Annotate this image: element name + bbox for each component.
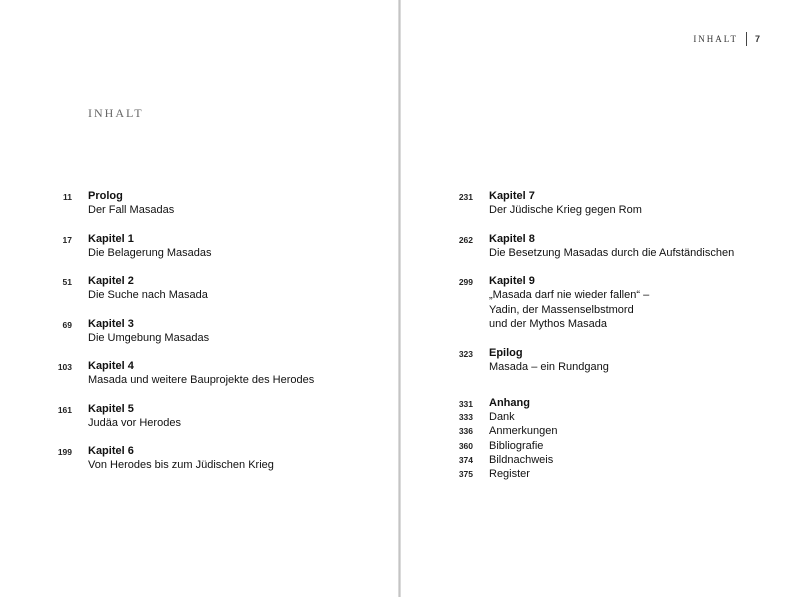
toc-page-number: 336: [458, 426, 473, 437]
toc-entry-subtitle: Masada – ein Rundgang: [489, 360, 609, 373]
appendix-item: [441, 424, 781, 438]
toc-page-number: 199: [57, 447, 72, 457]
appendix-item-label: Register: [489, 468, 530, 481]
toc-page-number: 323: [458, 348, 473, 359]
section-title: INHALT: [88, 106, 144, 120]
toc-entry-subtitle: und der Mythos Masada: [489, 318, 608, 330]
appendix-item-label: Bibliografie: [489, 439, 544, 452]
toc-entry-subtitle: Yadin, der Massenselbstmord: [489, 303, 634, 316]
toc-entry: [441, 274, 781, 332]
toc-entry-subtitle: Die Besetzung Masadas durch die Aufständischen: [489, 246, 735, 259]
toc-entry: [441, 189, 781, 218]
toc-page-number: 374: [458, 454, 473, 465]
toc-page-number: 69: [62, 319, 72, 330]
toc-entry-title: Kapitel 5: [88, 402, 134, 415]
appendix-item: [441, 453, 781, 467]
toc-entry-subtitle: Von Herodes bis zum Jüdischen Krieg: [88, 459, 274, 471]
toc-left-column: [40, 189, 380, 487]
toc-entry-title: Kapitel 2: [88, 275, 134, 287]
toc-entry-title: Kapitel 9: [489, 275, 535, 287]
toc-entry-subtitle: Der Jüdische Krieg gegen Rom: [489, 204, 642, 216]
toc-right-column: [441, 189, 781, 481]
toc-entry: [40, 317, 380, 346]
toc-page-number: 17: [62, 234, 72, 245]
toc-entry-title: Kapitel 4: [88, 360, 134, 372]
toc-entry: [40, 274, 380, 303]
running-head-label: INHALT: [693, 34, 738, 44]
toc-entry-title: Epilog: [489, 346, 523, 359]
running-head-page-number: 7: [754, 34, 760, 44]
toc-entry: [441, 232, 781, 261]
toc-page-number: 375: [458, 469, 473, 480]
toc-page-number: 262: [458, 234, 473, 245]
toc-entry-title: Kapitel 6: [88, 445, 134, 457]
toc-page-number: 331: [458, 399, 473, 409]
appendix-item: [441, 410, 781, 424]
toc-page-number: 103: [57, 362, 72, 372]
toc-page-number: 161: [57, 404, 72, 415]
toc-page-number: 333: [458, 412, 473, 422]
toc-page-number: 11: [63, 192, 72, 202]
appendix-item: [441, 439, 781, 453]
toc-entry: [40, 189, 380, 218]
appendix-item-label: Anmerkungen: [489, 425, 558, 438]
appendix-item-label: Dank: [489, 411, 515, 423]
toc-entry-subtitle: Masada und weitere Bauprojekte des Herodes: [88, 374, 315, 386]
running-head-divider: [746, 32, 747, 46]
left-page: [0, 0, 399, 597]
toc-entry: [40, 402, 380, 431]
toc-entry: [441, 396, 781, 410]
toc-entry: [441, 346, 781, 375]
toc-entry-title: Kapitel 7: [489, 190, 535, 202]
toc-entry-subtitle: Der Fall Masadas: [88, 204, 175, 216]
toc-page-number: 231: [458, 192, 473, 202]
toc-entry: [40, 444, 380, 473]
appendix-block: [441, 396, 781, 481]
toc-entry-title: Kapitel 8: [489, 232, 535, 245]
toc-page-number: 360: [458, 440, 473, 451]
toc-entry-subtitle: Die Umgebung Masadas: [88, 331, 210, 344]
toc-entry-subtitle: Die Suche nach Masada: [88, 289, 208, 301]
running-head: [693, 32, 760, 46]
toc-entry-subtitle: Die Belagerung Masadas: [88, 246, 212, 259]
toc-entry: [40, 232, 380, 261]
toc-entry-subtitle: „Masada darf nie wieder fallen“ –: [489, 289, 650, 301]
toc-page-number: 299: [458, 277, 473, 287]
toc-page-number: 51: [62, 277, 72, 287]
appendix-item-label: Bildnachweis: [489, 453, 554, 466]
toc-entry-title: Kapitel 3: [88, 317, 134, 330]
appendix-item: [441, 467, 781, 481]
toc-entry-title: Anhang: [489, 397, 530, 409]
toc-entry-subtitle: Judäa vor Herodes: [88, 416, 181, 429]
toc-entry: [40, 359, 380, 388]
toc-entry-title: Kapitel 1: [88, 232, 134, 245]
toc-entry-title: Prolog: [88, 190, 123, 202]
right-page: [401, 0, 800, 597]
